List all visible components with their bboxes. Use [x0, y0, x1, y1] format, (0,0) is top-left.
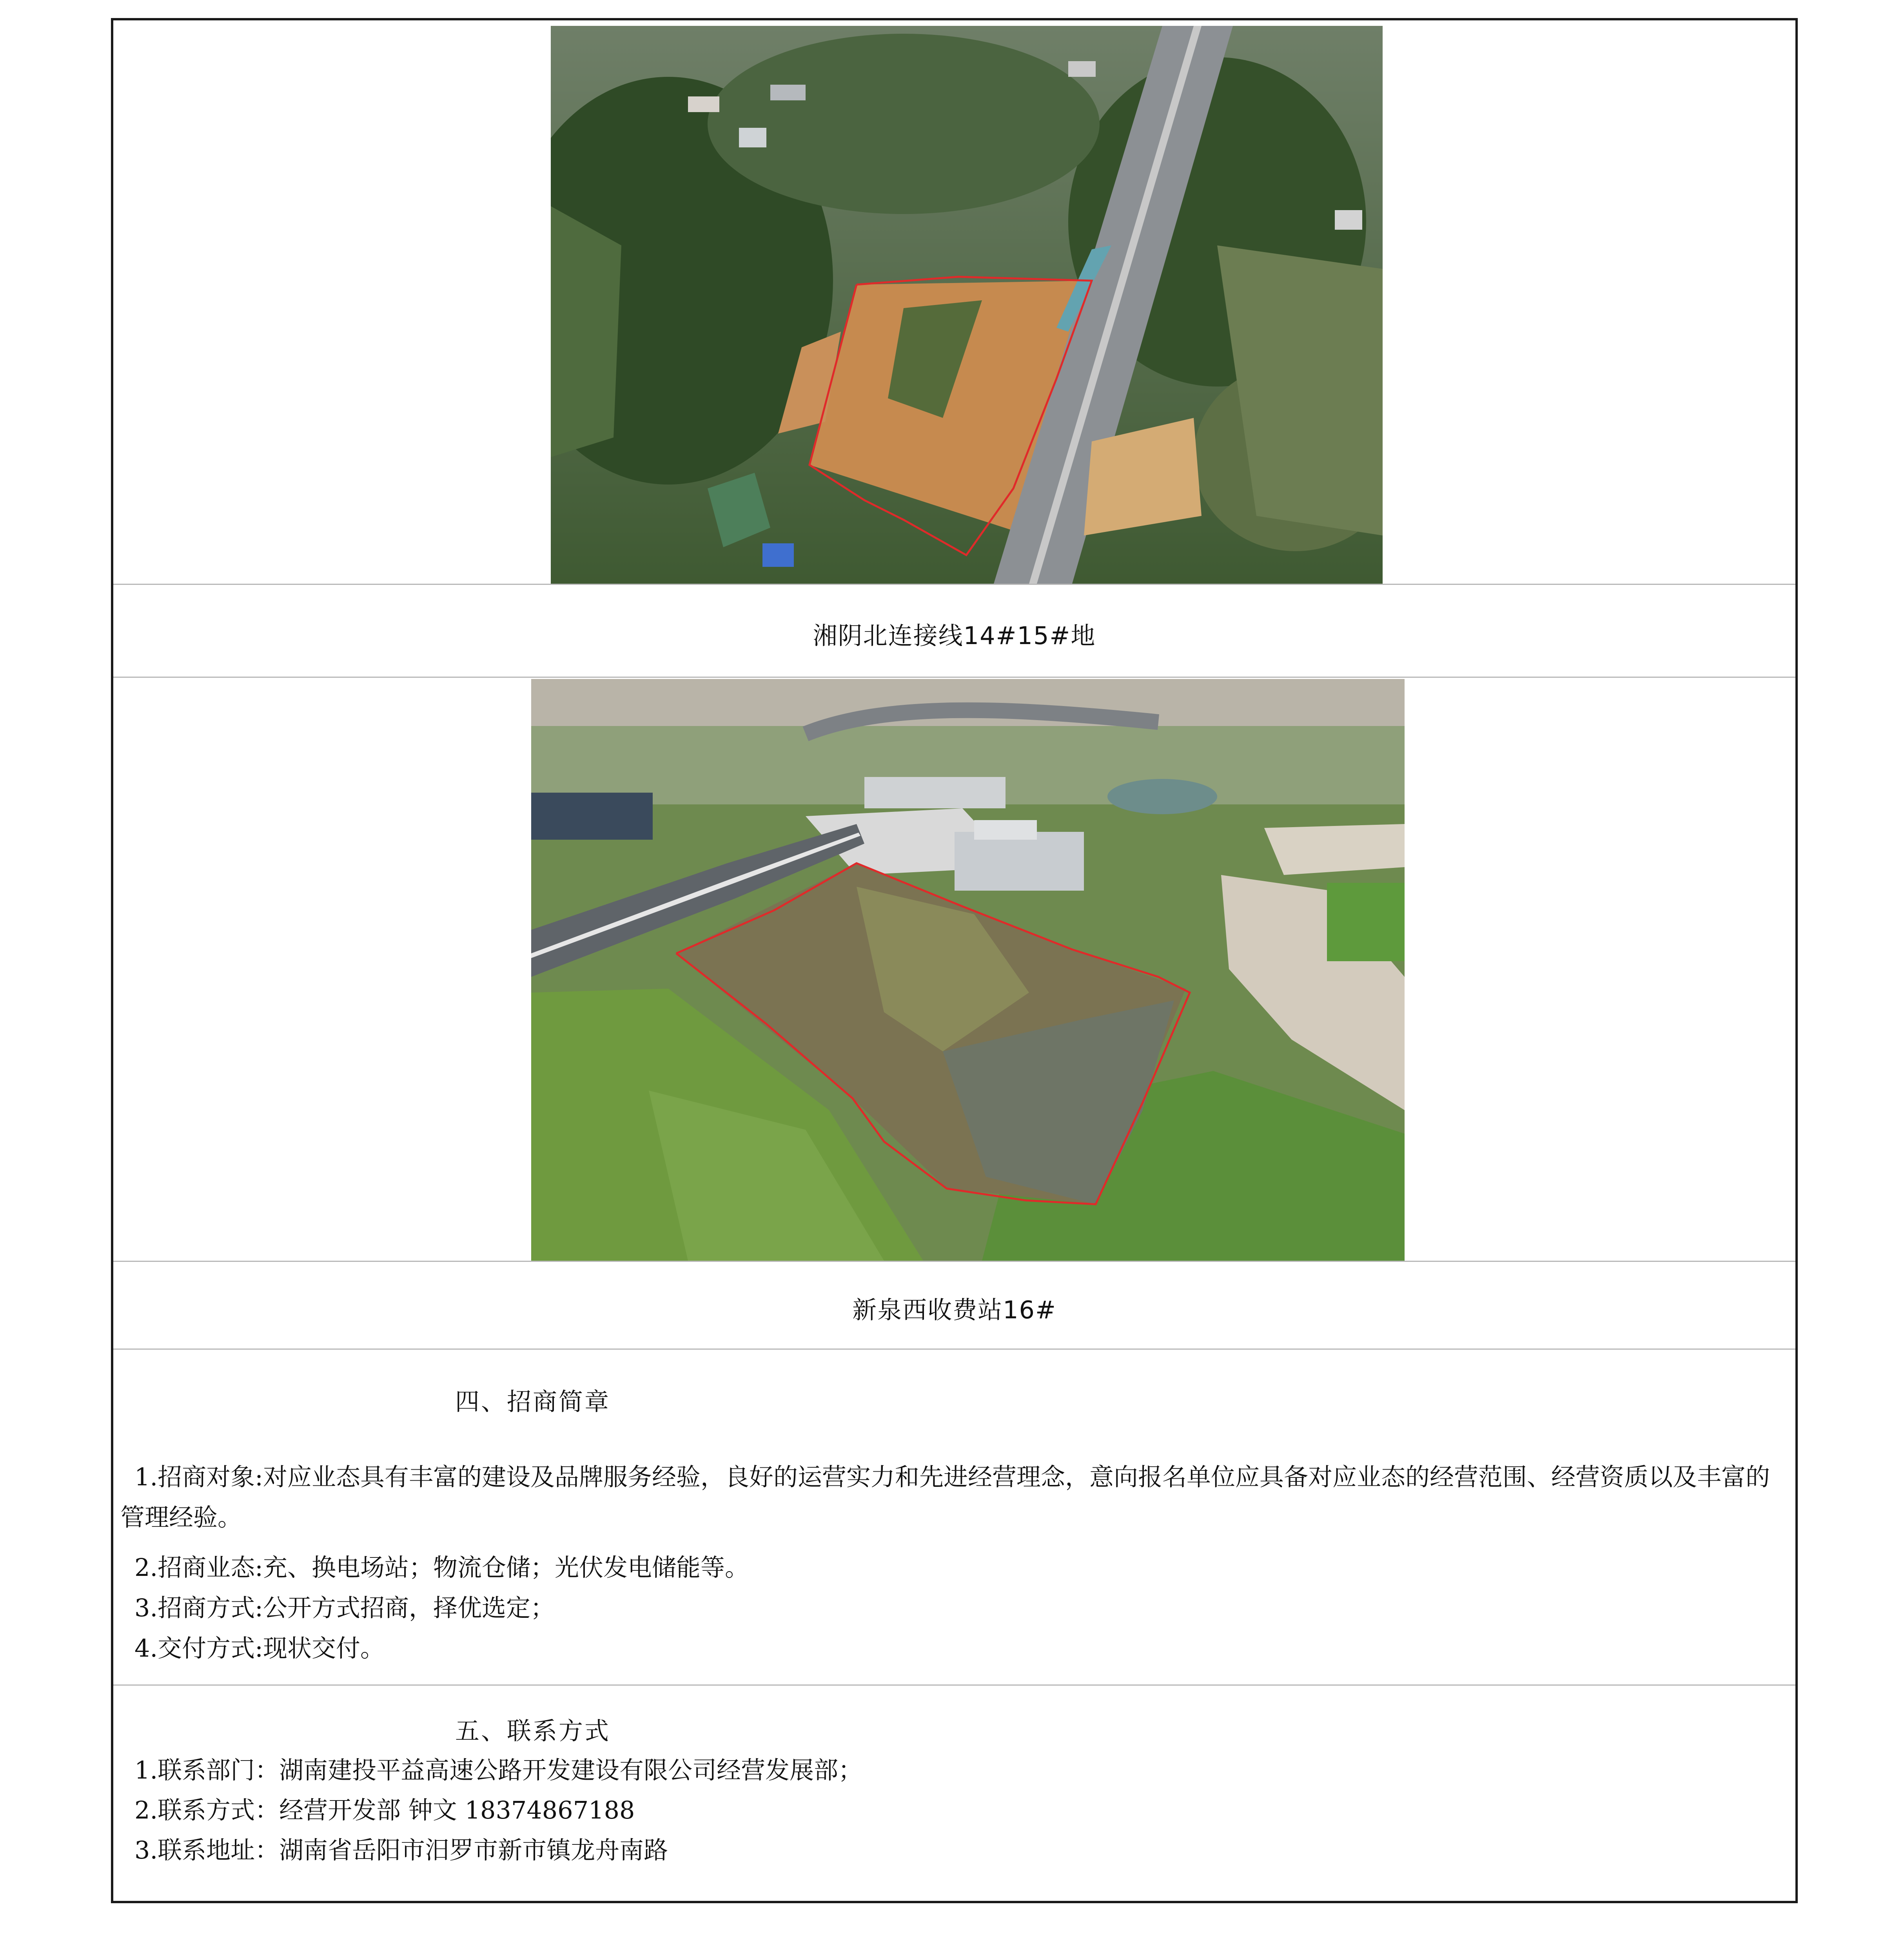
divider	[113, 584, 1795, 585]
document-frame	[111, 18, 1798, 1903]
aerial-photo-site-14-15	[551, 26, 1383, 584]
contact-address: 3.联系地址：湖南省岳阳市汨罗市新市镇龙舟南路	[134, 1836, 668, 1864]
divider	[113, 1261, 1795, 1262]
section-heading-investment: 四、招商简章	[455, 1387, 611, 1416]
section-heading-contact: 五、联系方式	[455, 1717, 611, 1745]
investment-item-1: 1.招商对象:对应业态具有丰富的建设及品牌服务经验，良好的运营实力和先进经营理念，意向报名单位应具备对应业态的经营范围、经营资质以及丰富的管理经验。	[120, 1463, 1770, 1532]
photo-caption-site-14-15: 湘阴北连接线14#15#地	[813, 621, 1096, 650]
divider	[113, 1684, 1795, 1686]
contact-department: 1.联系部门：湖南建投平益高速公路开发建设有限公司经营发展部；	[134, 1756, 863, 1784]
investment-item-2: 2.招商业态:充、换电场站；物流仓储；光伏发电储能等。	[134, 1553, 750, 1582]
aerial-photo-toll-station-16	[531, 679, 1405, 1261]
divider	[113, 1349, 1795, 1350]
contact-person: 2.联系方式：经营开发部 钟文 18374867188	[134, 1796, 635, 1824]
investment-item-3: 3.招商方式:公开方式招商，择优选定；	[134, 1594, 555, 1622]
divider	[113, 677, 1795, 678]
investment-item-4: 4.交付方式:现状交付。	[134, 1634, 385, 1663]
photo-caption-toll-station-16: 新泉西收费站16#	[852, 1296, 1056, 1324]
